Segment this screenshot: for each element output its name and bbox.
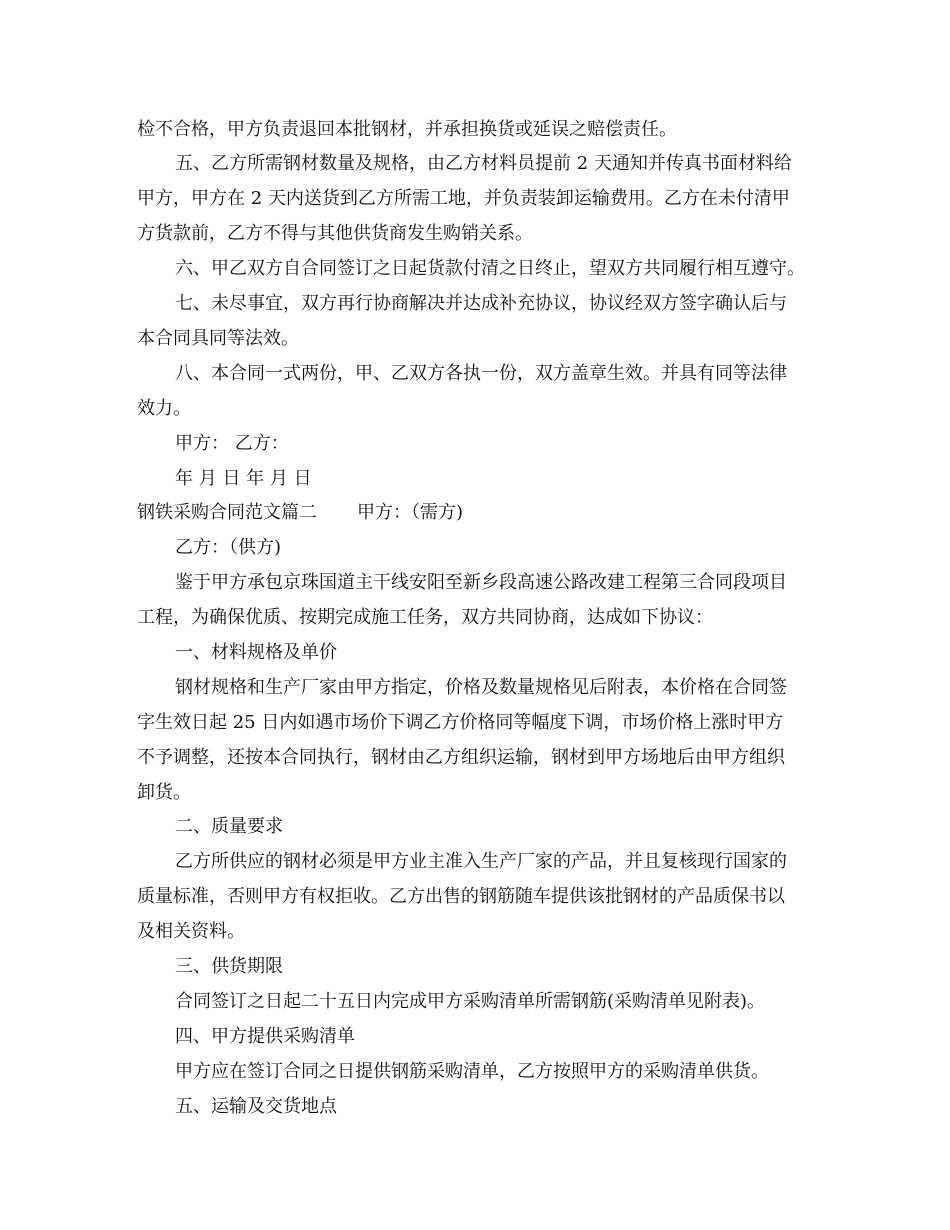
text-line: 方货款前，乙方不得与其他供货商发生购销关系。 [137, 223, 533, 244]
text-line: 检不合格，甲方负责退回本批钢材，并承担换货或延误之赔偿责任。 [137, 119, 677, 140]
text-line: 字生效日起 25 日内如遇市场价下调乙方价格同等幅度下调，市场价格上涨时甲方 [137, 712, 784, 733]
text-line: 六、甲乙双方自合同签订之日起货款付清之日终止，望双方共同履行相互遵守。 [175, 258, 805, 279]
text-line: 质量标准，否则甲方有权拒收。乙方出售的钢筋随车提供该批钢材的产品质保书以 [137, 886, 785, 907]
text-line: 卸货。 [137, 782, 191, 803]
text-line: 甲方，甲方在 2 天内送货到乙方所需工地，并负责装卸运输费用。乙方在未付清甲 [137, 188, 790, 209]
text-line: 鉴于甲方承包京珠国道主干线安阳至新乡段高速公路改建工程第三合同段项目 [175, 572, 787, 593]
text-line: 效力。 [137, 398, 191, 419]
section-title: 钢铁采购合同范文篇二 [137, 502, 317, 523]
text-line: 八、本合同一式两份，甲、乙双方各执一份，双方盖章生效。并具有同等法律 [175, 363, 787, 384]
text-line: 七、未尽事宜，双方再行协商解决并达成补充协议，协议经双方签字确认后与 [175, 293, 787, 314]
text-line: 工程，为确保优质、按期完成施工任务，双方共同协商，达成如下协议： [137, 607, 713, 628]
party-b-label: 乙方：（供方) [175, 537, 282, 558]
text-line: 五、乙方所需钢材数量及规格，由乙方材料员提前 2 天通知并传真书面材料给 [175, 153, 792, 174]
text-line: 合同签订之日起二十五日内完成甲方采购清单所需钢筋(采购清单见附表)。 [175, 991, 766, 1012]
text-line: 甲方应在签订合同之日提供钢筋采购清单，乙方按照甲方的采购清单供货。 [175, 1061, 769, 1082]
clause-heading: 二、质量要求 [175, 816, 283, 837]
signature-parties: 甲方： 乙方： [175, 433, 289, 454]
signature-dates: 年 月 日 年 月 日 [175, 468, 312, 489]
clause-heading: 一、材料规格及单价 [175, 642, 337, 663]
clause-heading: 三、供货期限 [175, 956, 283, 977]
text-line: 及相关资料。 [137, 921, 245, 942]
text-line: 不予调整，还按本合同执行，钢材由乙方组织运输，钢材到甲方场地后由甲方组织 [137, 747, 785, 768]
text-line: 本合同具同等法效。 [137, 328, 299, 349]
section-heading-line [137, 501, 463, 525]
clause-heading: 五、运输及交货地点 [175, 1096, 337, 1117]
party-a-label: 甲方：（需方) [357, 502, 464, 523]
text-line: 乙方所供应的钢材必须是甲方业主准入生产厂家的产品，并且复核现行国家的 [175, 851, 787, 872]
clause-heading: 四、甲方提供采购清单 [175, 1026, 355, 1047]
text-line: 钢材规格和生产厂家由甲方指定，价格及数量规格见后附表，本价格在合同签 [175, 677, 787, 698]
